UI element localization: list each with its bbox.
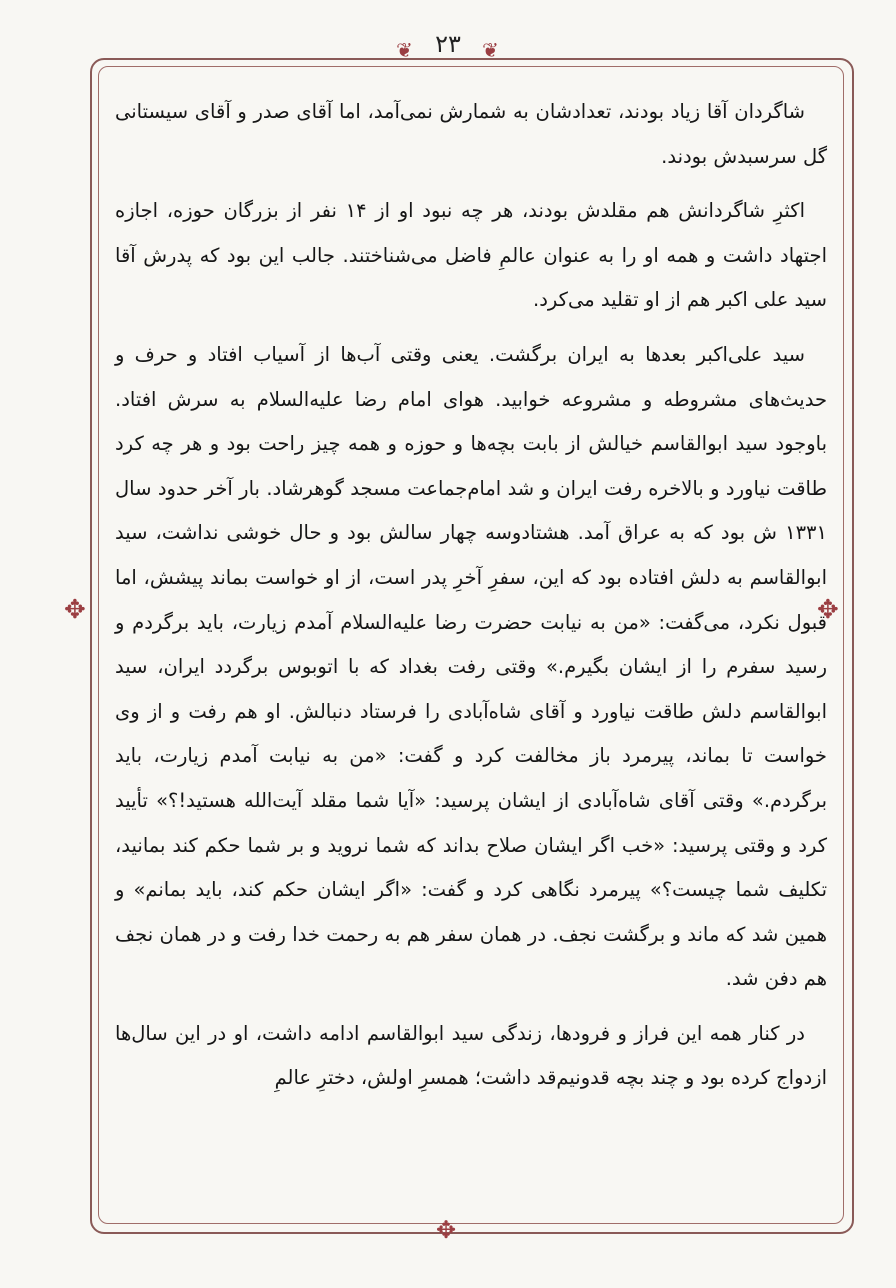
paragraph: سید علی‌اکبر بعدها به ایران برگشت. یعنی وقتی آب‌ها از آسیاب افتاد و حرف و حدیث‌های مشروطه و مشروعه خوابید. هوای امام رضا علیه‌السلام به سرش افتاد. باوجود سید ابوالقاسم خیالش از بابت بچه‌ها و حوزه و همه چیز راحت بود و هر چه کرد طاقت نیاورد و بالاخره رفت ایران و شد امام‌جماعت مسجد گوهرشاد. بار آخر حدود سال ۱۳۳۱ ش بود که به عراق آمد. هشتادوسه چهار سالش بود و حال خوشی نداشت، سید ابوالقاسم به دلش افتاده بود که این، سفرِ آخرِ پدر است، از او خواست بماند پیشش، اما قبول نکرد، می‌گفت: «من به نیابت حضرت رضا علیه‌السلام آمدم زیارت، باید برگردم و رسید سفرم را از ایشان بگیرم.» وقتی رفت بغداد که با اتوبوس برگردد ایران، سید ابوالقاسم دلش طاقت نیاورد و آقای شاه‌آبادی را فرستاد دنبالش. او هم رفت و از وی خواست تا بماند، پیرمرد باز مخالفت کرد و گفت: «من به نیابت آمدم زیارت، باید برگردم.» وقتی آقای شاه‌آبادی از ایشان پرسید: «آیا شما مقلد آیت‌الله هستید!؟» تأیید کرد و وقتی پرسید: «خب اگر ایشان صلاح بداند که شما نروید و بر شما حکم کند بمانید، تکلیف شما چیست؟» پیرمرد نگاهی کرد و گفت: «اگر ایشان حکم کند، باید بمانم» و همین شد که ماند و برگشت نجف. در همان سفر هم به رحمت خدا رفت و در همان نجف هم دفن شد. — [115, 342, 827, 991]
page-text — [115, 90, 827, 1111]
paragraph: اکثرِ شاگردانش هم مقلدش بودند، هر چه نبود او از ۱۴ نفر از بزرگان حوزه، اجازه اجتهاد داشت و همه او را به عنوان عالمِ فاضل می‌شناختند. جالب این بود که پدرش آقا سید علی اکبر هم از او تقلید می‌کرد. — [115, 199, 827, 312]
page-number: ۲۳ — [435, 30, 461, 58]
paragraph: شاگردان آقا زیاد بودند، تعدادشان به شمارش نمی‌آمد، اما آقای صدر و آقای سیستانی گل سرسبدش بودند. — [115, 100, 827, 168]
bottom-ornament-icon: ✥ — [436, 1216, 457, 1244]
paragraph: در کنار همه این فراز و فرودها، زندگی سید ابوالقاسم ادامه داشت، او در این سال‌ها ازدواج کرده بود و چند بچه قدونیم‌قد داشت؛ همسرِ اولش، دخترِ عالمِ — [115, 1021, 827, 1090]
top-left-ornament-icon: ❦ — [396, 38, 413, 62]
top-right-ornament-icon: ❦ — [482, 38, 499, 62]
left-ornament-icon: ✥ — [64, 595, 86, 625]
right-ornament-icon: ✥ — [817, 595, 839, 625]
